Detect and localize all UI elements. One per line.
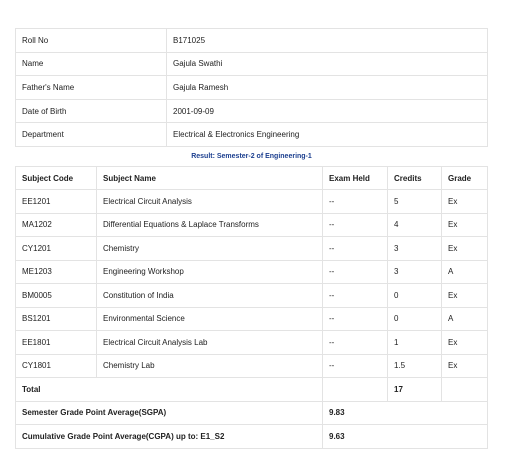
exam-held: -- (323, 190, 388, 214)
result-title: Result: Semester-2 of Engineering-1 (191, 153, 312, 160)
subject-code: EE1201 (16, 190, 97, 214)
table-row (16, 213, 488, 237)
credits: 1.5 (388, 354, 442, 378)
total-row (16, 378, 488, 402)
info-label: Roll No (16, 29, 167, 53)
credits: 1 (388, 331, 442, 355)
info-value: Gajula Swathi (167, 52, 488, 76)
info-label: Date of Birth (16, 99, 167, 123)
info-row-date-of-birth (16, 99, 488, 123)
total-credits: 17 (388, 378, 442, 402)
subject-code: BS1201 (16, 307, 97, 331)
header-subject-name: Subject Name (97, 167, 323, 190)
exam-held: -- (323, 331, 388, 355)
total-exam-held (323, 378, 388, 402)
subject-name: Chemistry (97, 237, 323, 261)
subject-code: CY1801 (16, 354, 97, 378)
results-table (15, 166, 488, 449)
subject-name: Environmental Science (97, 307, 323, 331)
exam-held: -- (323, 237, 388, 261)
student-info-table (15, 28, 488, 147)
info-row-fathers-name (16, 76, 488, 100)
credits: 3 (388, 237, 442, 261)
cgpa-label: Cumulative Grade Point Average(CGPA) up to: E1_S2 (16, 425, 323, 449)
header-grade: Grade (442, 167, 488, 190)
info-label: Father's Name (16, 76, 167, 100)
table-row (16, 354, 488, 378)
cgpa-row (16, 425, 488, 449)
subject-name: Constitution of India (97, 284, 323, 308)
sgpa-row (16, 401, 488, 425)
subject-name: Differential Equations & Laplace Transforms (97, 213, 323, 237)
grade: Ex (442, 237, 488, 261)
credits: 3 (388, 260, 442, 284)
table-row (16, 260, 488, 284)
info-row-department (16, 123, 488, 147)
header-exam-held: Exam Held (323, 167, 388, 190)
info-label: Department (16, 123, 167, 147)
total-label: Total (16, 378, 323, 402)
subject-code: CY1201 (16, 237, 97, 261)
grade: Ex (442, 190, 488, 214)
subject-name: Electrical Circuit Analysis (97, 190, 323, 214)
header-credits: Credits (388, 167, 442, 190)
results-header-row (16, 167, 488, 190)
info-row-name (16, 52, 488, 76)
subject-name: Electrical Circuit Analysis Lab (97, 331, 323, 355)
info-value: Gajula Ramesh (167, 76, 488, 100)
credits: 0 (388, 307, 442, 331)
exam-held: -- (323, 307, 388, 331)
info-label: Name (16, 52, 167, 76)
info-value: B171025 (167, 29, 488, 53)
table-row (16, 284, 488, 308)
grade: Ex (442, 213, 488, 237)
exam-held: -- (323, 213, 388, 237)
credits: 5 (388, 190, 442, 214)
header-subject-code: Subject Code (16, 167, 97, 190)
table-row (16, 237, 488, 261)
sgpa-label: Semester Grade Point Average(SGPA) (16, 401, 323, 425)
credits: 0 (388, 284, 442, 308)
subject-code: MA1202 (16, 213, 97, 237)
table-row (16, 307, 488, 331)
subject-code: ME1203 (16, 260, 97, 284)
exam-held: -- (323, 284, 388, 308)
grade: A (442, 307, 488, 331)
info-value: 2001-09-09 (167, 99, 488, 123)
grade: Ex (442, 284, 488, 308)
grade: Ex (442, 354, 488, 378)
cgpa-value: 9.63 (323, 425, 488, 449)
info-value: Electrical & Electronics Engineering (167, 123, 488, 147)
subject-name: Engineering Workshop (97, 260, 323, 284)
credits: 4 (388, 213, 442, 237)
total-grade (442, 378, 488, 402)
exam-held: -- (323, 260, 388, 284)
subject-code: BM0005 (16, 284, 97, 308)
grade: A (442, 260, 488, 284)
subject-name: Chemistry Lab (97, 354, 323, 378)
table-row (16, 190, 488, 214)
exam-held: -- (323, 354, 388, 378)
table-row (16, 331, 488, 355)
grade: Ex (442, 331, 488, 355)
sgpa-value: 9.83 (323, 401, 488, 425)
subject-code: EE1801 (16, 331, 97, 355)
info-row-roll-no (16, 29, 488, 53)
